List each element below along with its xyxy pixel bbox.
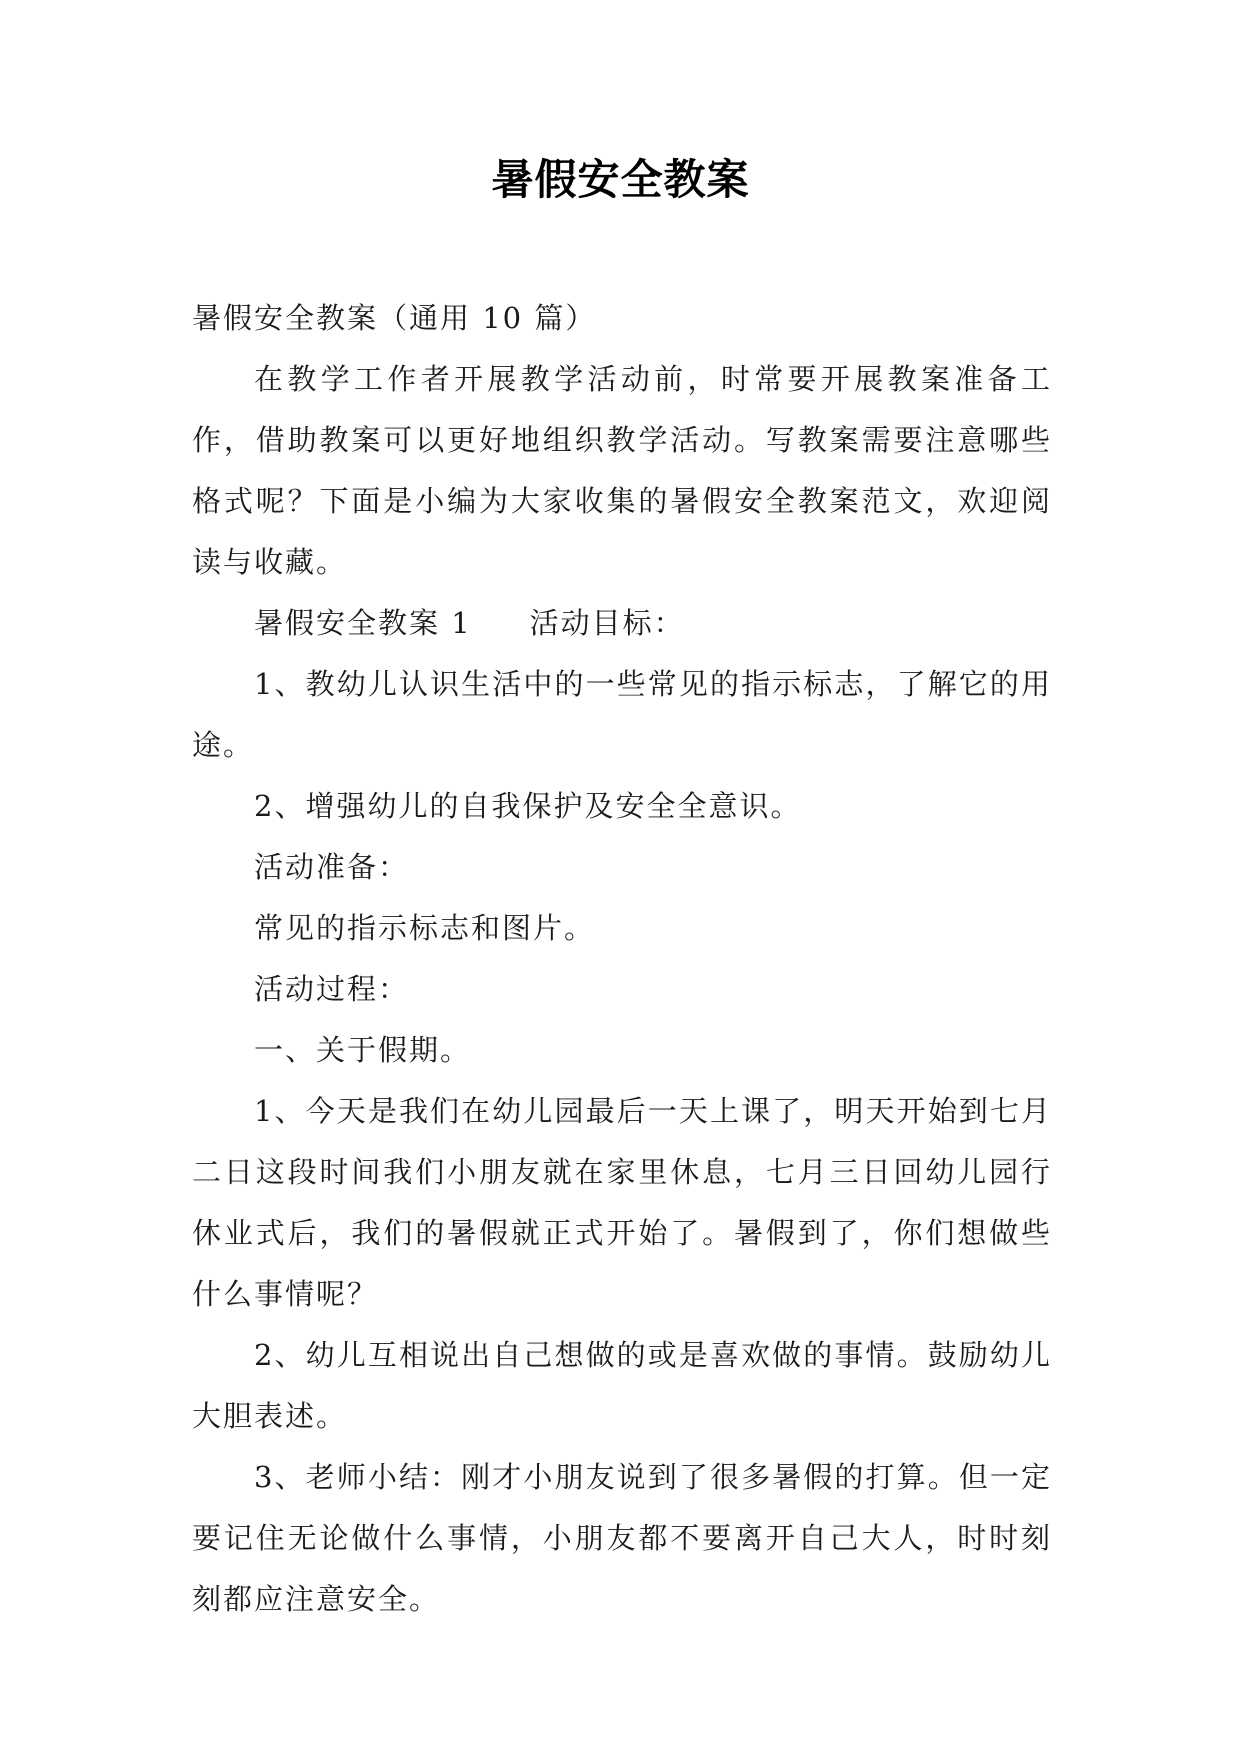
goal-item-1: 1、教幼儿认识生活中的一些常见的指示标志，了解它的用途。 bbox=[192, 667, 1052, 762]
step-paragraph-1: 1、今天是我们在幼儿园最后一天上课了，明天开始到七月二日这段时间我们小朋友就在家里休息，七月三日回幼儿园行休业式后，我们的暑假就正式开始了。暑假到了，你们想做些什么事情呢？ bbox=[192, 1094, 1052, 1311]
document-title: 暑假安全教案 bbox=[491, 155, 750, 204]
section-heading: 暑假安全教案 1 bbox=[254, 606, 472, 640]
document-subtitle: 暑假安全教案（通用 10 篇） bbox=[192, 301, 597, 335]
document-body bbox=[192, 288, 1052, 1630]
intro-paragraph: 在教学工作者开展教学活动前，时常要开展教案准备工作，借助教案可以更好地组织教学活动。写教案需要注意哪些格式呢？下面是小编为大家收集的暑假安全教案范文，欢迎阅读与收藏。 bbox=[192, 362, 1052, 579]
prep-text: 常见的指示标志和图片。 bbox=[254, 911, 596, 945]
goal-item-2: 2、增强幼儿的自我保护及安全全意识。 bbox=[254, 789, 802, 823]
goal-label: 活动目标： bbox=[529, 606, 685, 640]
process-label: 活动过程： bbox=[254, 972, 410, 1006]
prep-label: 活动准备： bbox=[254, 850, 410, 884]
section-heading-line bbox=[192, 593, 1052, 654]
step-heading-1: 一、关于假期。 bbox=[254, 1033, 472, 1067]
step-paragraph-3: 3、老师小结：刚才小朋友说到了很多暑假的打算。但一定要记住无论做什么事情，小朋友都不要离开自己大人，时时刻刻都应注意安全。 bbox=[192, 1460, 1052, 1616]
step-paragraph-2: 2、幼儿互相说出自己想做的或是喜欢做的事情。鼓励幼儿大胆表述。 bbox=[192, 1338, 1052, 1433]
